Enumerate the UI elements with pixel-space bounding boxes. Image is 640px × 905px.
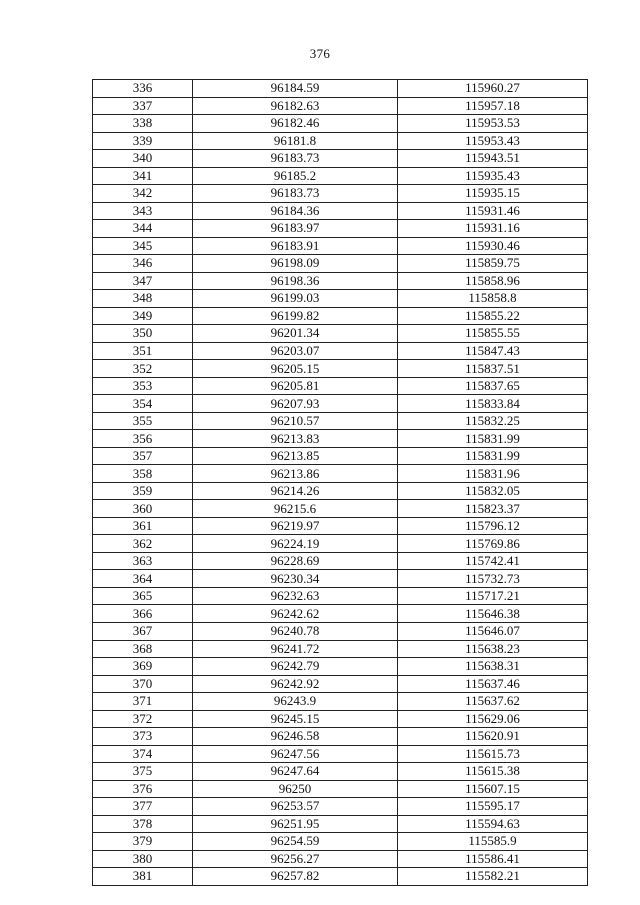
- table-row: [93, 693, 588, 711]
- y-coordinate-cell: 115935.43: [398, 167, 588, 185]
- x-coordinate-cell: 96213.86: [193, 465, 398, 483]
- x-coordinate-cell: 96240.78: [193, 622, 398, 640]
- table-row: [93, 658, 588, 676]
- x-coordinate-cell: 96214.26: [193, 482, 398, 500]
- y-coordinate-cell: 115833.84: [398, 395, 588, 413]
- table-row: [93, 815, 588, 833]
- point-number-cell: 345: [93, 237, 193, 255]
- table-row: [93, 220, 588, 238]
- table-row: [93, 605, 588, 623]
- y-coordinate-cell: 115585.9: [398, 833, 588, 851]
- point-number-cell: 371: [93, 693, 193, 711]
- y-coordinate-cell: 115615.38: [398, 763, 588, 781]
- table-row: [93, 307, 588, 325]
- y-coordinate-cell: 115646.07: [398, 622, 588, 640]
- point-number-cell: 375: [93, 763, 193, 781]
- point-number-cell: 351: [93, 342, 193, 360]
- point-number-cell: 368: [93, 640, 193, 658]
- table-row: [93, 132, 588, 150]
- y-coordinate-cell: 115742.41: [398, 552, 588, 570]
- coordinate-table: [92, 79, 588, 886]
- y-coordinate-cell: 115582.21: [398, 868, 588, 886]
- point-number-cell: 374: [93, 745, 193, 763]
- x-coordinate-cell: 96253.57: [193, 798, 398, 816]
- table-row: [93, 360, 588, 378]
- point-number-cell: 377: [93, 798, 193, 816]
- x-coordinate-cell: 96224.19: [193, 535, 398, 553]
- y-coordinate-cell: 115960.27: [398, 80, 588, 98]
- y-coordinate-cell: 115629.06: [398, 710, 588, 728]
- y-coordinate-cell: 115769.86: [398, 535, 588, 553]
- y-coordinate-cell: 115637.62: [398, 693, 588, 711]
- y-coordinate-cell: 115637.46: [398, 675, 588, 693]
- table-row: [93, 675, 588, 693]
- x-coordinate-cell: 96199.03: [193, 290, 398, 308]
- x-coordinate-cell: 96243.9: [193, 693, 398, 711]
- x-coordinate-cell: 96254.59: [193, 833, 398, 851]
- table-row: [93, 150, 588, 168]
- y-coordinate-cell: 115943.51: [398, 150, 588, 168]
- table-row: [93, 763, 588, 781]
- point-number-cell: 364: [93, 570, 193, 588]
- x-coordinate-cell: 96182.46: [193, 115, 398, 133]
- point-number-cell: 361: [93, 517, 193, 535]
- y-coordinate-cell: 115831.99: [398, 430, 588, 448]
- table-row: [93, 377, 588, 395]
- table-row: [93, 500, 588, 518]
- y-coordinate-cell: 115832.25: [398, 412, 588, 430]
- y-coordinate-cell: 115837.51: [398, 360, 588, 378]
- x-coordinate-cell: 96213.85: [193, 447, 398, 465]
- table-row: [93, 868, 588, 886]
- y-coordinate-cell: 115620.91: [398, 728, 588, 746]
- point-number-cell: 358: [93, 465, 193, 483]
- point-number-cell: 352: [93, 360, 193, 378]
- x-coordinate-cell: 96210.57: [193, 412, 398, 430]
- table-row: [93, 517, 588, 535]
- table-row: [93, 447, 588, 465]
- y-coordinate-cell: 115855.55: [398, 325, 588, 343]
- point-number-cell: 336: [93, 80, 193, 98]
- y-coordinate-cell: 115931.16: [398, 220, 588, 238]
- y-coordinate-cell: 115930.46: [398, 237, 588, 255]
- table-row: [93, 342, 588, 360]
- table-row: [93, 185, 588, 203]
- point-number-cell: 348: [93, 290, 193, 308]
- table-row: [93, 325, 588, 343]
- x-coordinate-cell: 96183.91: [193, 237, 398, 255]
- point-number-cell: 344: [93, 220, 193, 238]
- point-number-cell: 370: [93, 675, 193, 693]
- table-row: [93, 535, 588, 553]
- y-coordinate-cell: 115732.73: [398, 570, 588, 588]
- x-coordinate-cell: 96219.97: [193, 517, 398, 535]
- y-coordinate-cell: 115586.41: [398, 850, 588, 868]
- y-coordinate-cell: 115858.8: [398, 290, 588, 308]
- x-coordinate-cell: 96199.82: [193, 307, 398, 325]
- point-number-cell: 347: [93, 272, 193, 290]
- point-number-cell: 338: [93, 115, 193, 133]
- y-coordinate-cell: 115831.99: [398, 447, 588, 465]
- table-row: [93, 80, 588, 98]
- x-coordinate-cell: 96198.36: [193, 272, 398, 290]
- y-coordinate-cell: 115717.21: [398, 587, 588, 605]
- table-row: [93, 115, 588, 133]
- table-row: [93, 710, 588, 728]
- x-coordinate-cell: 96241.72: [193, 640, 398, 658]
- x-coordinate-cell: 96256.27: [193, 850, 398, 868]
- y-coordinate-cell: 115953.53: [398, 115, 588, 133]
- table-row: [93, 167, 588, 185]
- point-number-cell: 340: [93, 150, 193, 168]
- y-coordinate-cell: 115646.38: [398, 605, 588, 623]
- table-row: [93, 640, 588, 658]
- table-row: [93, 728, 588, 746]
- x-coordinate-cell: 96182.63: [193, 97, 398, 115]
- x-coordinate-cell: 96185.2: [193, 167, 398, 185]
- table-row: [93, 552, 588, 570]
- x-coordinate-cell: 96201.34: [193, 325, 398, 343]
- table-row: [93, 412, 588, 430]
- point-number-cell: 367: [93, 622, 193, 640]
- y-coordinate-cell: 115953.43: [398, 132, 588, 150]
- point-number-cell: 339: [93, 132, 193, 150]
- x-coordinate-cell: 96183.97: [193, 220, 398, 238]
- point-number-cell: 357: [93, 447, 193, 465]
- table-row: [93, 482, 588, 500]
- point-number-cell: 366: [93, 605, 193, 623]
- y-coordinate-cell: 115638.23: [398, 640, 588, 658]
- point-number-cell: 341: [93, 167, 193, 185]
- y-coordinate-cell: 115615.73: [398, 745, 588, 763]
- point-number-cell: 343: [93, 202, 193, 220]
- point-number-cell: 354: [93, 395, 193, 413]
- y-coordinate-cell: 115607.15: [398, 780, 588, 798]
- x-coordinate-cell: 96232.63: [193, 587, 398, 605]
- x-coordinate-cell: 96250: [193, 780, 398, 798]
- y-coordinate-cell: 115935.15: [398, 185, 588, 203]
- x-coordinate-cell: 96203.07: [193, 342, 398, 360]
- x-coordinate-cell: 96205.15: [193, 360, 398, 378]
- y-coordinate-cell: 115796.12: [398, 517, 588, 535]
- y-coordinate-cell: 115595.17: [398, 798, 588, 816]
- x-coordinate-cell: 96213.83: [193, 430, 398, 448]
- point-number-cell: 360: [93, 500, 193, 518]
- y-coordinate-cell: 115823.37: [398, 500, 588, 518]
- y-coordinate-cell: 115638.31: [398, 658, 588, 676]
- point-number-cell: 337: [93, 97, 193, 115]
- table-row: [93, 833, 588, 851]
- x-coordinate-cell: 96242.79: [193, 658, 398, 676]
- point-number-cell: 369: [93, 658, 193, 676]
- x-coordinate-cell: 96228.69: [193, 552, 398, 570]
- table-row: [93, 587, 588, 605]
- y-coordinate-cell: 115931.46: [398, 202, 588, 220]
- point-number-cell: 381: [93, 868, 193, 886]
- y-coordinate-cell: 115837.65: [398, 377, 588, 395]
- table-row: [93, 255, 588, 273]
- point-number-cell: 378: [93, 815, 193, 833]
- table-row: [93, 430, 588, 448]
- x-coordinate-cell: 96184.59: [193, 80, 398, 98]
- x-coordinate-cell: 96242.62: [193, 605, 398, 623]
- y-coordinate-cell: 115847.43: [398, 342, 588, 360]
- point-number-cell: 346: [93, 255, 193, 273]
- y-coordinate-cell: 115594.63: [398, 815, 588, 833]
- x-coordinate-cell: 96242.92: [193, 675, 398, 693]
- table-row: [93, 798, 588, 816]
- x-coordinate-cell: 96251.95: [193, 815, 398, 833]
- table-row: [93, 850, 588, 868]
- y-coordinate-cell: 115957.18: [398, 97, 588, 115]
- table-row: [93, 745, 588, 763]
- x-coordinate-cell: 96184.36: [193, 202, 398, 220]
- table-row: [93, 622, 588, 640]
- y-coordinate-cell: 115831.96: [398, 465, 588, 483]
- coordinate-table-body: [93, 80, 588, 886]
- point-number-cell: 372: [93, 710, 193, 728]
- table-row: [93, 570, 588, 588]
- table-row: [93, 780, 588, 798]
- table-row: [93, 97, 588, 115]
- x-coordinate-cell: 96247.56: [193, 745, 398, 763]
- x-coordinate-cell: 96230.34: [193, 570, 398, 588]
- table-row: [93, 202, 588, 220]
- x-coordinate-cell: 96247.64: [193, 763, 398, 781]
- x-coordinate-cell: 96198.09: [193, 255, 398, 273]
- x-coordinate-cell: 96257.82: [193, 868, 398, 886]
- table-row: [93, 237, 588, 255]
- x-coordinate-cell: 96205.81: [193, 377, 398, 395]
- x-coordinate-cell: 96181.8: [193, 132, 398, 150]
- point-number-cell: 376: [93, 780, 193, 798]
- page-number: 376: [309, 46, 331, 61]
- point-number-cell: 355: [93, 412, 193, 430]
- point-number-cell: 349: [93, 307, 193, 325]
- point-number-cell: 363: [93, 552, 193, 570]
- x-coordinate-cell: 96245.15: [193, 710, 398, 728]
- table-row: [93, 290, 588, 308]
- x-coordinate-cell: 96246.58: [193, 728, 398, 746]
- x-coordinate-cell: 96183.73: [193, 185, 398, 203]
- x-coordinate-cell: 96215.6: [193, 500, 398, 518]
- point-number-cell: 362: [93, 535, 193, 553]
- point-number-cell: 379: [93, 833, 193, 851]
- point-number-cell: 365: [93, 587, 193, 605]
- point-number-cell: 373: [93, 728, 193, 746]
- point-number-cell: 356: [93, 430, 193, 448]
- y-coordinate-cell: 115855.22: [398, 307, 588, 325]
- point-number-cell: 353: [93, 377, 193, 395]
- x-coordinate-cell: 96207.93: [193, 395, 398, 413]
- point-number-cell: 380: [93, 850, 193, 868]
- point-number-cell: 359: [93, 482, 193, 500]
- table-row: [93, 395, 588, 413]
- y-coordinate-cell: 115832.05: [398, 482, 588, 500]
- y-coordinate-cell: 115858.96: [398, 272, 588, 290]
- table-row: [93, 465, 588, 483]
- point-number-cell: 342: [93, 185, 193, 203]
- x-coordinate-cell: 96183.73: [193, 150, 398, 168]
- y-coordinate-cell: 115859.75: [398, 255, 588, 273]
- point-number-cell: 350: [93, 325, 193, 343]
- table-row: [93, 272, 588, 290]
